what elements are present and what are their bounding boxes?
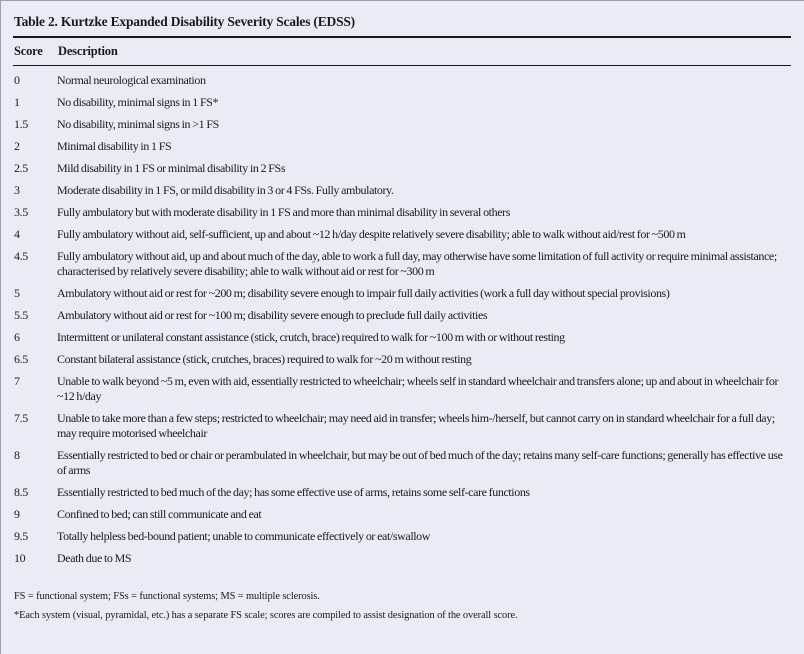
column-header-score: Score [14, 44, 43, 58]
description-cell: Unable to walk beyond ~5 m, even with aid, essentially restricted to wheelchair; wheels self in standard wheelchair and transfers alone; up and about in wheelchair for ~12 h/day [57, 373, 779, 403]
description-cell: Confined to bed; can still communicate and eat [57, 506, 262, 521]
footnotes [13, 587, 791, 625]
description-cell: Constant bilateral assistance (stick, crutches, braces) required to walk for ~20 m without resting [57, 351, 472, 366]
description-cell: Fully ambulatory but with moderate disability in 1 FS and more than minimal disability in several others [57, 204, 510, 219]
description-cell: Essentially restricted to bed much of the day; has some effective use of arms, retains some self-care functions [57, 484, 530, 499]
table-row [13, 69, 791, 91]
table-header-row [13, 38, 791, 65]
score-cell: 9 [14, 506, 20, 521]
description-cell: No disability, minimal signs in >1 FS [57, 116, 219, 131]
description-cell: Normal neurological examination [57, 72, 206, 87]
table-row [13, 444, 791, 481]
score-cell: 3.5 [14, 204, 28, 219]
description-cell: Fully ambulatory without aid, up and about much of the day, able to work a full day, may otherwise have some limitation of full activity or require minimal assistance; characterised by relatively severe disability; able to walk without aid or rest for ~300 m [57, 248, 777, 278]
description-cell: Ambulatory without aid or rest for ~200 m; disability severe enough to impair full daily activities (work a full day without special provisions) [57, 285, 670, 300]
description-cell: Intermittent or unilateral constant assistance (stick, crutch, brace) required to walk for ~100 m with or without resting [57, 329, 565, 344]
score-cell: 2.5 [14, 160, 28, 175]
table-row [13, 113, 791, 135]
description-cell: Ambulatory without aid or rest for ~100 m; disability severe enough to preclude full daily activities [57, 307, 488, 322]
description-cell: Mild disability in 1 FS or minimal disability in 2 FSs [57, 160, 286, 175]
table-row [13, 157, 791, 179]
table-row [13, 201, 791, 223]
description-cell: Fully ambulatory without aid, self-sufficient, up and about ~12 h/day despite relatively severe disability; able to walk without aid/rest for ~500 m [57, 226, 686, 241]
score-cell: 4.5 [14, 248, 28, 263]
footnote-abbreviations: FS = functional system; FSs = functional systems; MS = multiple sclerosis. [14, 591, 320, 602]
score-cell: 3 [14, 182, 20, 197]
description-cell: Totally helpless bed-bound patient; unable to communicate effectively or eat/swallow [57, 528, 431, 543]
score-cell: 10 [14, 550, 26, 565]
edss-table-panel [1, 1, 804, 625]
table-row [13, 326, 791, 348]
score-cell: 8.5 [14, 484, 28, 499]
table-row [13, 407, 791, 444]
description-cell: Unable to take more than a few steps; restricted to wheelchair; may need aid in transfer; wheels him-/herself, but cannot carry on in standard wheelchair for a full day; may require motorised wheelchair [57, 410, 775, 440]
description-cell: Moderate disability in 1 FS, or mild disability in 3 or 4 FSs. Fully ambulatory. [57, 182, 394, 197]
table-row [13, 547, 791, 569]
score-cell: 6.5 [14, 351, 28, 366]
score-cell: 4 [14, 226, 20, 241]
table-row [13, 525, 791, 547]
score-cell: 7 [14, 373, 20, 388]
table-title: Table 2. Kurtzke Expanded Disability Severity Scales (EDSS) [14, 14, 355, 29]
description-cell: Essentially restricted to bed or chair or perambulated in wheelchair, but may be out of bed much of the day; retains many self-care functions; generally has effective use of arms [57, 447, 783, 477]
table-row [13, 481, 791, 503]
table-row [13, 223, 791, 245]
score-cell: 2 [14, 138, 20, 153]
table-body [13, 66, 791, 569]
table-row [13, 245, 791, 282]
table-row [13, 370, 791, 407]
table-row [13, 179, 791, 201]
score-cell: 0 [14, 72, 20, 87]
score-cell: 8 [14, 447, 20, 462]
score-cell: 1 [14, 94, 20, 109]
column-header-description: Description [58, 44, 118, 58]
score-cell: 1.5 [14, 116, 28, 131]
table-row [13, 91, 791, 113]
table-row [13, 135, 791, 157]
description-cell: Minimal disability in 1 FS [57, 138, 172, 153]
footnote-asterisk: *Each system (visual, pyramidal, etc.) has a separate FS scale; scores are compiled to assist designation of the overall score. [14, 610, 518, 621]
score-cell: 5.5 [14, 307, 28, 322]
score-cell: 6 [14, 329, 20, 344]
table-row [13, 503, 791, 525]
description-cell: Death due to MS [57, 550, 132, 565]
score-cell: 5 [14, 285, 20, 300]
table-row [13, 282, 791, 304]
table-row [13, 304, 791, 326]
table-row [13, 348, 791, 370]
score-cell: 9.5 [14, 528, 28, 543]
description-cell: No disability, minimal signs in 1 FS* [57, 94, 219, 109]
score-cell: 7.5 [14, 410, 28, 425]
